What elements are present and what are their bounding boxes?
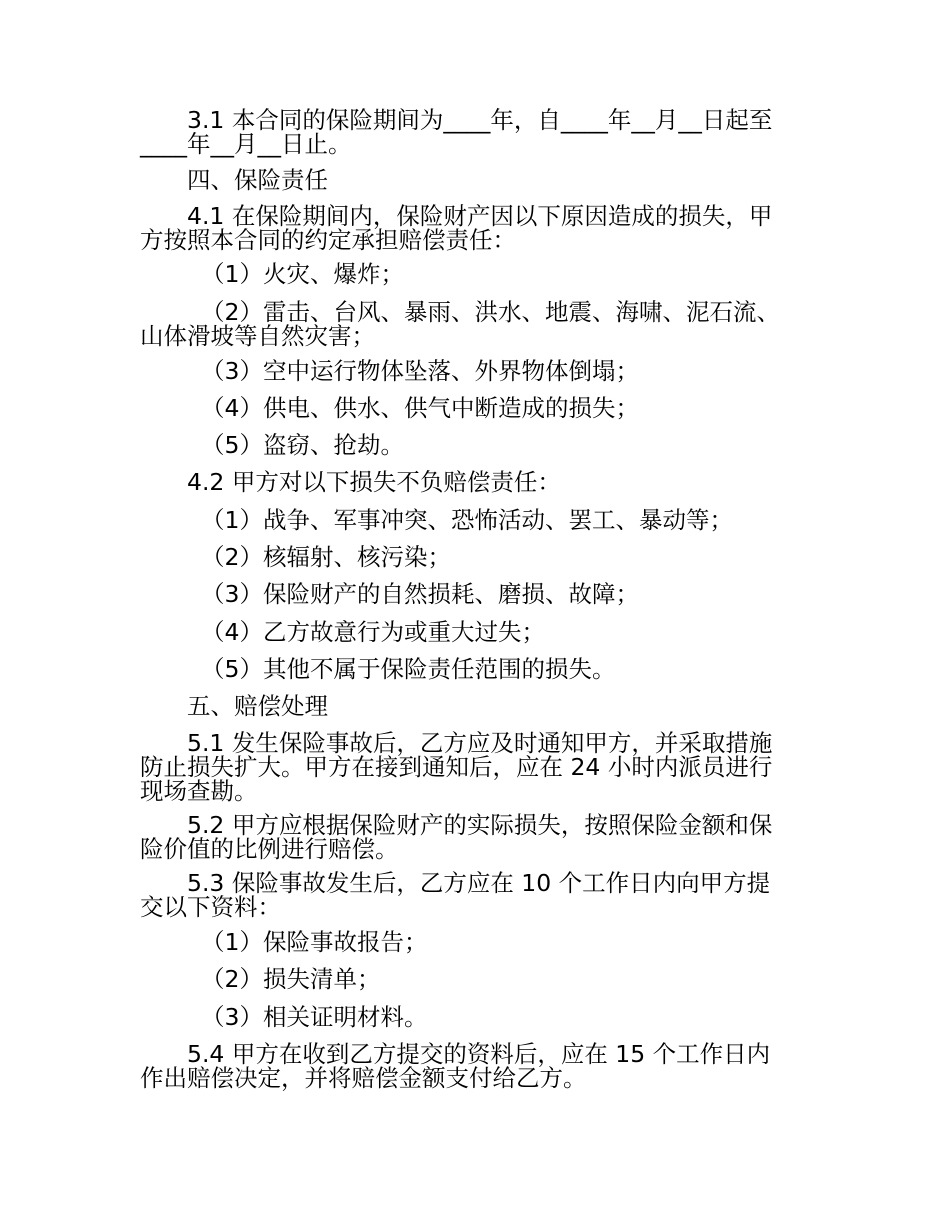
text-line: （1）火灾、爆炸；	[201, 260, 404, 288]
text-line: 5.1 发生保险事故后，乙方应及时通知甲方，并采取措施	[187, 729, 773, 757]
list-item	[140, 508, 810, 532]
text-line: （4）乙方故意行为或重大过失；	[201, 618, 545, 646]
text-line: 作出赔偿决定，并将赔偿金额支付给乙方。	[140, 1064, 587, 1092]
text-line: 交以下资料：	[140, 893, 281, 921]
list-item	[140, 657, 810, 681]
text-line: （5）盗窃、抢劫。	[201, 431, 404, 459]
list-item	[140, 262, 810, 286]
clause-4-2	[140, 470, 810, 494]
text-line: （3）相关证明材料。	[201, 1003, 428, 1031]
list-item	[140, 396, 810, 420]
text-line: （2）损失清单；	[201, 965, 381, 993]
text-line: 5.4 甲方在收到乙方提交的资料后，应在 15 个工作日内	[187, 1040, 771, 1068]
list-item	[140, 433, 810, 457]
text-line: 山体滑坡等自然灾害；	[140, 322, 375, 350]
text-line: （4）供电、供水、供气中断造成的损失；	[201, 394, 639, 422]
clause-4-1	[140, 204, 810, 252]
list-item	[140, 545, 810, 569]
section-heading-5	[140, 694, 810, 718]
clause-5-3	[140, 871, 810, 919]
text-line: 4.2 甲方对以下损失不负赔偿责任：	[187, 468, 561, 496]
heading-text: 四、保险责任	[187, 166, 328, 194]
list-item	[140, 300, 810, 348]
list-item	[140, 1005, 810, 1029]
text-line: 3.1 本合同的保险期间为____年，自____年__月__日起至	[187, 106, 773, 134]
text-line: （5）其他不属于保险责任范围的损失。	[201, 655, 616, 683]
text-line: ____年__月__日止。	[140, 130, 352, 158]
text-line: （1）战争、军事冲突、恐怖活动、罢工、暴动等；	[201, 506, 733, 534]
heading-text: 五、赔偿处理	[187, 692, 328, 720]
clause-5-4	[140, 1042, 810, 1090]
text-line: 防止损失扩大。甲方在接到通知后，应在 24 小时内派员进行	[140, 753, 773, 781]
list-item	[140, 620, 810, 644]
clause-5-2	[140, 813, 810, 861]
section-heading-4	[140, 168, 810, 192]
text-line: 险价值的比例进行赔偿。	[140, 835, 399, 863]
text-line: （3）空中运行物体坠落、外界物体倒塌；	[201, 357, 639, 385]
clause-3-1	[140, 108, 810, 156]
list-item	[140, 582, 810, 606]
text-line: 5.3 保险事故发生后，乙方应在 10 个工作日内向甲方提	[187, 869, 771, 897]
text-line: 5.2 甲方应根据保险财产的实际损失，按照保险金额和保	[187, 811, 773, 839]
text-line: （3）保险财产的自然损耗、磨损、故障；	[201, 580, 639, 608]
text-line: 方按照本合同的约定承担赔偿责任：	[140, 226, 516, 254]
text-line: （2）核辐射、核污染；	[201, 543, 451, 571]
list-item	[140, 967, 810, 991]
text-line: 4.1 在保险期间内，保险财产因以下原因造成的损失，甲	[187, 202, 773, 230]
text-line: 现场查勘。	[140, 777, 258, 805]
text-line: （1）保险事故报告；	[201, 928, 428, 956]
list-item	[140, 930, 810, 954]
list-item	[140, 359, 810, 383]
clause-5-1	[140, 731, 810, 803]
text-line: （2）雷击、台风、暴雨、洪水、地震、海啸、泥石流、	[201, 298, 780, 326]
